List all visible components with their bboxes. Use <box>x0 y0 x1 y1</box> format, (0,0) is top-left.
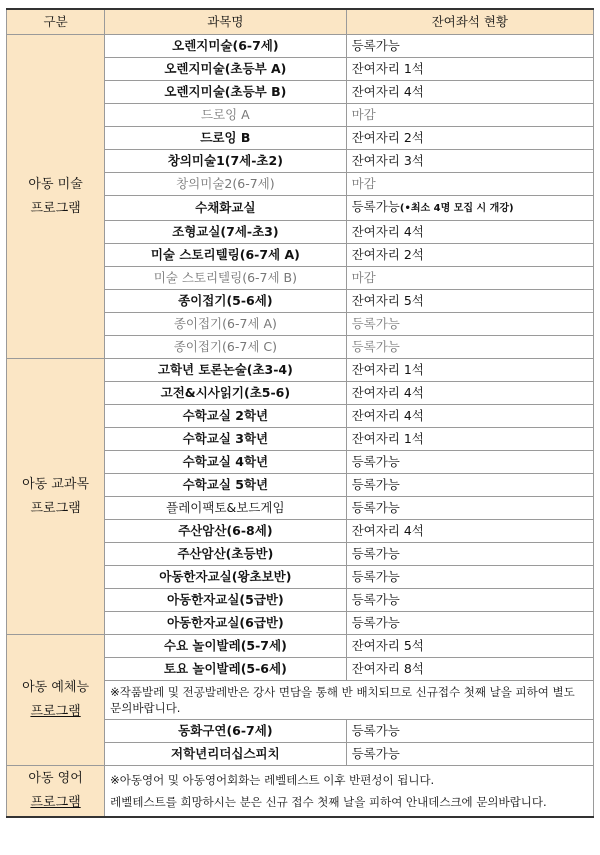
category-cell <box>7 766 105 818</box>
category-line1: 아동 교과목 <box>22 476 90 492</box>
status-text: 마감 <box>351 176 376 191</box>
category-cell <box>7 35 105 359</box>
table-row <box>7 766 594 818</box>
status-text: 잔여자리 4석 <box>351 523 424 538</box>
subject-cell: 수학교실 4학년 <box>105 451 346 474</box>
status-text: 마감 <box>351 270 376 285</box>
status-text: 등록가능 <box>351 500 400 515</box>
status-cell <box>346 635 593 658</box>
status-cell <box>346 221 593 244</box>
subject-cell: 토요 놀이발레(5-6세) <box>105 658 346 681</box>
status-cell <box>346 658 593 681</box>
status-text: 잔여자리 4석 <box>351 224 424 239</box>
status-text: 등록가능 <box>351 723 400 738</box>
status-text: 등록가능 <box>351 615 400 630</box>
subject-cell: 창의미술2(6-7세) <box>105 173 346 196</box>
status-cell <box>346 290 593 313</box>
status-text: 잔여자리 2석 <box>351 130 424 145</box>
status-cell <box>346 244 593 267</box>
status-cell <box>346 58 593 81</box>
subject-cell: 창의미술1(7세-초2) <box>105 150 346 173</box>
category-line2: 프로그램 <box>30 500 81 516</box>
ballet-note: ※작품발레 및 전공발레반은 강사 면담을 통해 반 배치되므로 신규접수 첫째 날을 피하여 별도 문의바랍니다. <box>105 681 594 720</box>
subject-cell: 수학교실 5학년 <box>105 474 346 497</box>
table-row <box>7 35 594 58</box>
subject-cell: 고전&시사읽기(초5-6) <box>105 382 346 405</box>
status-cell <box>346 612 593 635</box>
subject-cell: 오렌지미술(초등부 A) <box>105 58 346 81</box>
status-cell <box>346 428 593 451</box>
status-text: 잔여자리 1석 <box>351 61 424 76</box>
category-line1: 아동 예체능 <box>22 680 90 695</box>
status-text: 등록가능 <box>351 38 400 53</box>
table-body <box>7 35 594 818</box>
status-text: 등록가능 <box>351 569 400 584</box>
program-seat-table <box>6 8 594 818</box>
program-table-wrapper <box>6 8 594 818</box>
status-cell <box>346 520 593 543</box>
status-text: 잔여자리 4석 <box>351 408 424 423</box>
subject-cell: 고학년 토론논술(초3-4) <box>105 359 346 382</box>
english-note-line2: 레벨테스트를 희망하시는 분은 신규 접수 첫째 날을 피하여 안내데스크에 문의바랍니다. <box>110 795 547 809</box>
status-cell <box>346 196 593 221</box>
status-cell <box>346 405 593 428</box>
subject-cell: 수학교실 3학년 <box>105 428 346 451</box>
status-cell <box>346 743 593 766</box>
status-cell <box>346 336 593 359</box>
english-note <box>105 766 594 818</box>
status-text: 잔여자리 5석 <box>351 293 424 308</box>
status-text: 마감 <box>351 107 376 122</box>
subject-cell: 드로잉 B <box>105 127 346 150</box>
subject-cell: 저학년리더십스피치 <box>105 743 346 766</box>
subject-cell: 드로잉 A <box>105 104 346 127</box>
table-row <box>7 359 594 382</box>
subject-cell: 수요 놀이발레(5-7세) <box>105 635 346 658</box>
english-note-line1: ※아동영어 및 아동영어회화는 레벨테스트 이후 반편성이 됩니다. <box>110 773 435 787</box>
header-category: 구분 <box>7 9 105 35</box>
status-cell <box>346 150 593 173</box>
subject-cell: 플레이팩토&보드게임 <box>105 497 346 520</box>
category-cell <box>7 359 105 635</box>
status-cell <box>346 313 593 336</box>
subject-cell: 종이접기(5-6세) <box>105 290 346 313</box>
category-line2: 프로그램 <box>30 200 81 216</box>
status-text: 등록가능 <box>351 546 400 561</box>
status-text: 잔여자리 5석 <box>351 638 424 653</box>
subject-cell: 오렌지미술(6-7세) <box>105 35 346 58</box>
status-cell <box>346 543 593 566</box>
status-cell <box>346 173 593 196</box>
table-header-row <box>7 9 594 35</box>
table-row <box>7 635 594 658</box>
subject-cell: 주산암산(초등반) <box>105 543 346 566</box>
status-text: 등록가능 <box>351 746 400 761</box>
subject-cell: 미술 스토리텔링(6-7세 A) <box>105 244 346 267</box>
status-cell <box>346 720 593 743</box>
status-text: 등록가능 <box>351 316 400 331</box>
category-line2: 프로그램 <box>30 704 81 719</box>
header-status: 잔여좌석 현황 <box>346 9 593 35</box>
status-note: (•최소 4명 모집 시 개강) <box>399 203 514 214</box>
subject-cell: 오렌지미술(초등부 B) <box>105 81 346 104</box>
status-text: 등록가능 <box>351 454 400 469</box>
status-cell <box>346 267 593 290</box>
status-cell <box>346 566 593 589</box>
status-text: 등록가능 <box>351 477 400 492</box>
category-line2: 프로그램 <box>30 795 81 810</box>
subject-cell: 종이접기(6-7세 A) <box>105 313 346 336</box>
status-text: 등록가능 <box>351 339 400 354</box>
subject-cell: 조형교실(7세-초3) <box>105 221 346 244</box>
status-text: 등록가능 <box>351 592 400 607</box>
category-line1: 아동 미술 <box>28 176 83 192</box>
subject-cell: 종이접기(6-7세 C) <box>105 336 346 359</box>
status-cell <box>346 451 593 474</box>
status-text: 등록가능 <box>351 199 400 214</box>
status-text: 잔여자리 1석 <box>351 362 424 377</box>
status-cell <box>346 589 593 612</box>
status-cell <box>346 497 593 520</box>
subject-cell: 아동한자교실(6급반) <box>105 612 346 635</box>
subject-cell: 아동한자교실(왕초보반) <box>105 566 346 589</box>
category-cell <box>7 635 105 766</box>
status-cell <box>346 35 593 58</box>
status-cell <box>346 382 593 405</box>
subject-cell: 주산암산(6-8세) <box>105 520 346 543</box>
status-text: 잔여자리 1석 <box>351 431 424 446</box>
status-text: 잔여자리 2석 <box>351 247 424 262</box>
status-cell <box>346 81 593 104</box>
status-cell <box>346 127 593 150</box>
subject-cell: 동화구연(6-7세) <box>105 720 346 743</box>
status-text: 잔여자리 8석 <box>351 661 424 676</box>
status-text: 잔여자리 3석 <box>351 153 424 168</box>
subject-cell: 미술 스토리텔링(6-7세 B) <box>105 267 346 290</box>
subject-cell: 수채화교실 <box>105 196 346 221</box>
status-text: 잔여자리 4석 <box>351 84 424 99</box>
category-line1: 아동 영어 <box>28 771 83 786</box>
status-text: 잔여자리 4석 <box>351 385 424 400</box>
status-cell <box>346 359 593 382</box>
header-subject: 과목명 <box>105 9 346 35</box>
subject-cell: 아동한자교실(5급반) <box>105 589 346 612</box>
subject-cell: 수학교실 2학년 <box>105 405 346 428</box>
status-cell <box>346 474 593 497</box>
status-cell <box>346 104 593 127</box>
